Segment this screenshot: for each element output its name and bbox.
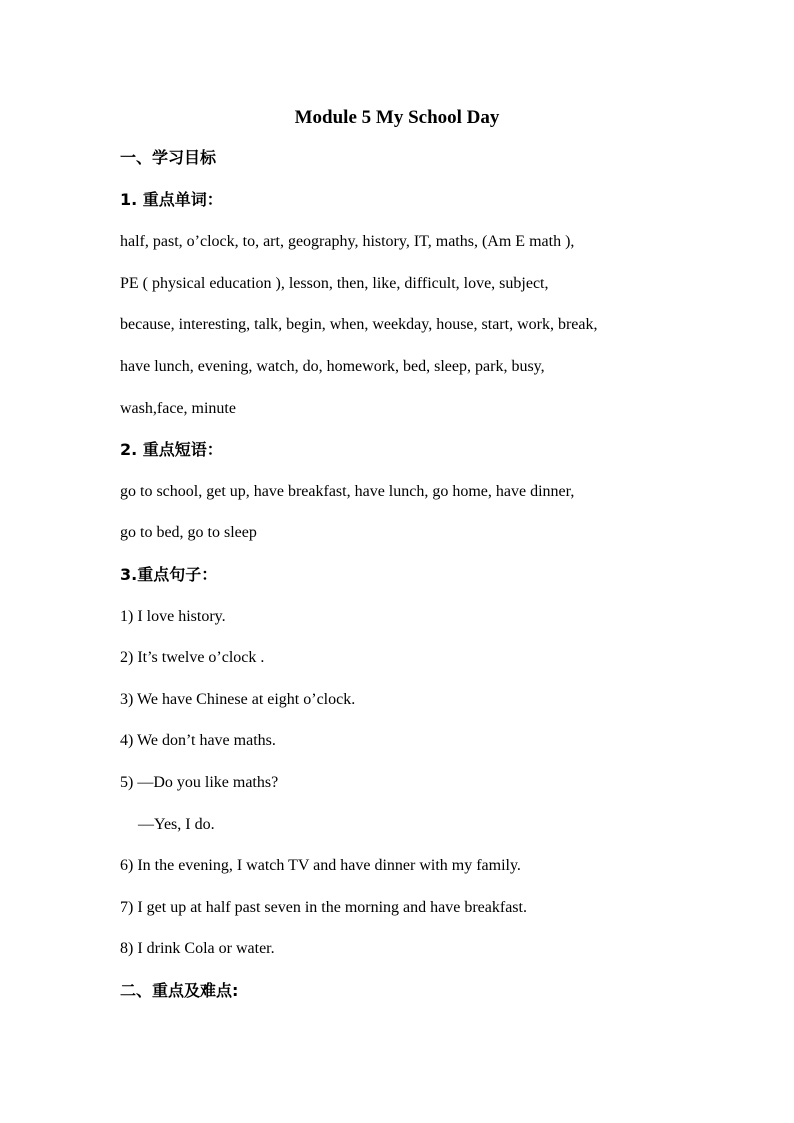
key-phrases-line: go to bed, go to sleep (120, 524, 257, 541)
subheading-key-sentences: 3.重点句子： (120, 565, 218, 584)
key-words-line: PE ( physical education ), lesson, then, like, difficult, love, subject, (120, 275, 549, 292)
key-sentence-line: 4) We don’t have maths. (120, 732, 276, 749)
key-sentence-line: 3) We have Chinese at eight o’clock. (120, 691, 356, 708)
key-sentence-line: 7) I get up at half past seven in the morning and have breakfast. (120, 899, 527, 916)
document-title: Module 5 My School Day (294, 107, 500, 128)
key-words-line: have lunch, evening, watch, do, homework, bed, sleep, park, busy, (120, 358, 545, 375)
key-words-line: because, interesting, talk, begin, when, weekday, house, start, work, break, (120, 316, 598, 333)
section-heading-learning-goals: 一、学习目标 (120, 148, 217, 167)
key-sentence-line: 2) It’s twelve o’clock . (120, 649, 265, 666)
subheading-key-phrases: 2. 重点短语： (120, 440, 223, 459)
key-sentence-line: 5) —Do you like maths? (120, 774, 279, 791)
key-words-line: half, past, o’clock, to, art, geography, history, IT, maths, (Am E math ), (120, 233, 575, 250)
key-sentence-line: 6) In the evening, I watch TV and have dinner with my family. (120, 857, 521, 874)
section-heading-key-difficult-points: 二、重点及难点: (120, 981, 239, 1000)
subheading-key-words: 1. 重点单词： (120, 190, 223, 209)
key-sentence-line: 8) I drink Cola or water. (120, 940, 275, 957)
key-sentence-line: 1) I love history. (120, 608, 226, 625)
key-words-line: wash,face, minute (120, 400, 236, 417)
key-sentence-line: —Yes, I do. (138, 816, 215, 833)
key-phrases-line: go to school, get up, have breakfast, have lunch, go home, have dinner, (120, 483, 575, 500)
